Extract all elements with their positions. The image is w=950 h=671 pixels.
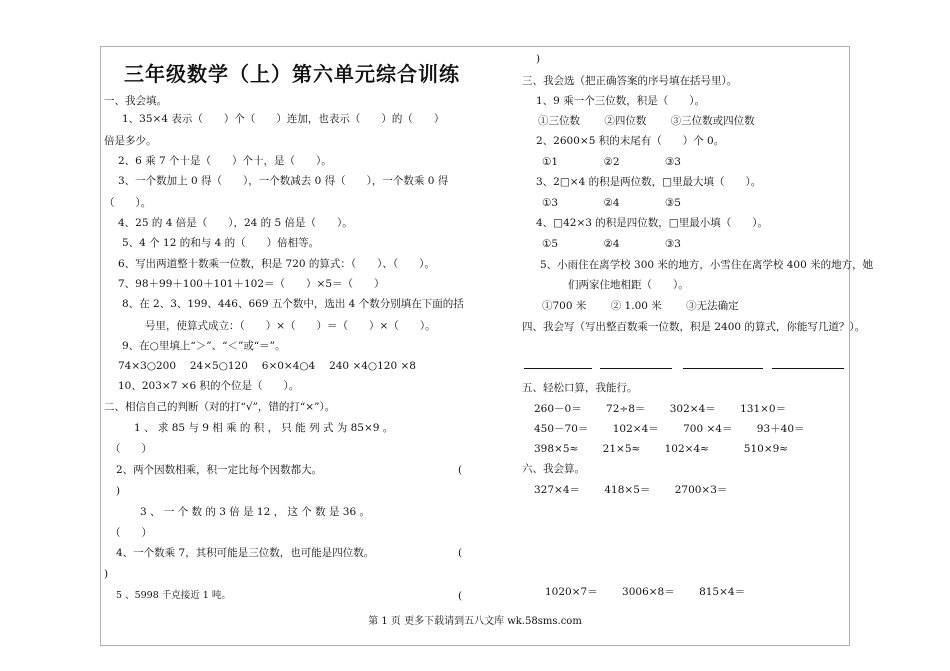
answer-blank[interactable] <box>600 368 672 369</box>
choice-options: ①三位数 ②四位数 ③三位数或四位数 <box>538 115 755 127</box>
mental-math-row: 398×5≈ 21×5≈ 102×4≈ 510×9≈ <box>534 443 789 455</box>
mental-math-row: 450－70＝ 102×4＝ 700 ×4＝ 93＋40＝ <box>534 423 805 435</box>
question-line: 号里，使算式成立：（ ）×（ ）＝（ ）×（ ）。 <box>145 320 436 332</box>
section-1-heading: 一、我会填。 <box>104 95 167 107</box>
answer-bracket: （ ） <box>110 527 152 539</box>
judgement-line: 4、一个数乘 7，其积可能是三位数，也可能是四位数。 <box>116 547 375 559</box>
answer-bracket: ) <box>116 485 121 497</box>
question-line: 5、4 个 12 的和与 4 的（ ）倍相等。 <box>122 237 320 249</box>
question-line: 4、25 的 4 倍是（ ），24 的 5 倍是（ ）。 <box>118 217 353 229</box>
choice-question: 1、9 乘一个三位数，积是（ ）。 <box>536 95 705 107</box>
answer-bracket: （ ） <box>110 443 152 455</box>
calculation-row: 1020×7＝ 3006×8＝ 815×4＝ <box>545 586 746 598</box>
question-line: 8、在 2、3、199、446、669 五个数中，选出 4 个数分别填在下面的括 <box>122 298 464 310</box>
choice-options: ①3 ②4 ③5 <box>542 197 681 209</box>
choice-question: 4、□42×3 的积是四位数，□里最小填（ ）。 <box>536 217 768 229</box>
question-line: 3、一个数加上 0 得（ ），一个数减去 0 得（ ），一个数乘 0 得 <box>118 175 449 187</box>
question-line: 1、35×4 表示（ ）个（ ）连加，也表示（ ）的（ ） <box>122 113 445 125</box>
answer-blank[interactable] <box>524 368 592 369</box>
choice-options: ①700 米 ② 1.00 米 ③无法确定 <box>542 300 739 312</box>
mental-math-row: 260－0＝ 72÷8＝ 302×4＝ 131×0＝ <box>534 403 787 415</box>
choice-question: 3、2□×4 的积是两位数，□里最大填（ ）。 <box>536 176 762 188</box>
answer-blank[interactable] <box>772 368 844 369</box>
section-3-heading: 三、我会选（把正确答案的序号填在括号里）。 <box>522 75 738 87</box>
calculation-row: 327×4＝ 418×5＝ 2700×3＝ <box>534 484 728 496</box>
page-footer: 第 1 页 更多下载请到五八文库 wk.58sms.com <box>368 616 582 627</box>
section-4-heading: 四、我会写（写出整百数乘一位数，积是 2400 的算式，你能写几道？）。 <box>522 321 866 333</box>
choice-question: 5、小雨住在离学校 300 米的地方，小雪住在离学校 400 米的地方，她 <box>540 259 874 271</box>
question-line: 6、写出两道整十数乘一位数，积是 720 的算式：（ ）、（ ）。 <box>118 258 435 270</box>
question-line: 2、6 乘 7 个十是（ ）个十，是（ ）。 <box>118 155 332 167</box>
page-title: 三年级数学（上）第六单元综合训练 <box>124 62 460 86</box>
question-line: 倍是多少。 <box>104 135 157 147</box>
question-line: （ ）。 <box>104 197 152 209</box>
choice-question: 2、2600×5 积的末尾有（ ）个 0。 <box>536 135 725 147</box>
answer-blank[interactable] <box>683 368 763 369</box>
answer-bracket: ( <box>458 547 463 559</box>
choice-question: 们两家住地相距（ ）。 <box>568 279 689 291</box>
answer-bracket: ) <box>536 53 541 65</box>
judgement-line: 2、两个因数相乘，积一定比每个因数都大。 <box>116 464 323 476</box>
section-2-heading: 二、相信自己的判断（对的打“√”，错的打“×”）。 <box>104 401 336 413</box>
judgement-line: 3 、 一 个 数 的 3 倍 是 12 ， 这 个 数 是 36 。 <box>140 506 370 518</box>
comparison-line: 74×3○200 24×5○120 6×0×4○4 240 ×4○120 ×8 <box>118 360 416 372</box>
question-line: 7、98＋99＋100＋101＋102＝（ ）×5＝（ ） <box>118 278 385 290</box>
section-6-heading: 六、我会算。 <box>522 463 585 475</box>
answer-bracket: ) <box>104 568 109 580</box>
answer-bracket: ( <box>458 590 463 602</box>
answer-bracket: ( <box>458 464 463 476</box>
choice-options: ①5 ②4 ③3 <box>542 238 681 250</box>
judgement-line: 5 、5998 千克接近 1 吨。 <box>116 590 231 601</box>
judgement-line: 1 、 求 85 与 9 相 乘 的 积 ， 只 能 列 式 为 85×9 。 <box>134 422 394 434</box>
question-line: 9、在○里填上“＞”、“＜”或“＝”。 <box>122 340 286 352</box>
section-5-heading: 五、轻松口算，我能行。 <box>522 382 638 394</box>
question-line: 10、203×7 ×6 积的个位是（ ）。 <box>118 380 300 392</box>
choice-options: ①1 ②2 ③3 <box>542 156 681 168</box>
